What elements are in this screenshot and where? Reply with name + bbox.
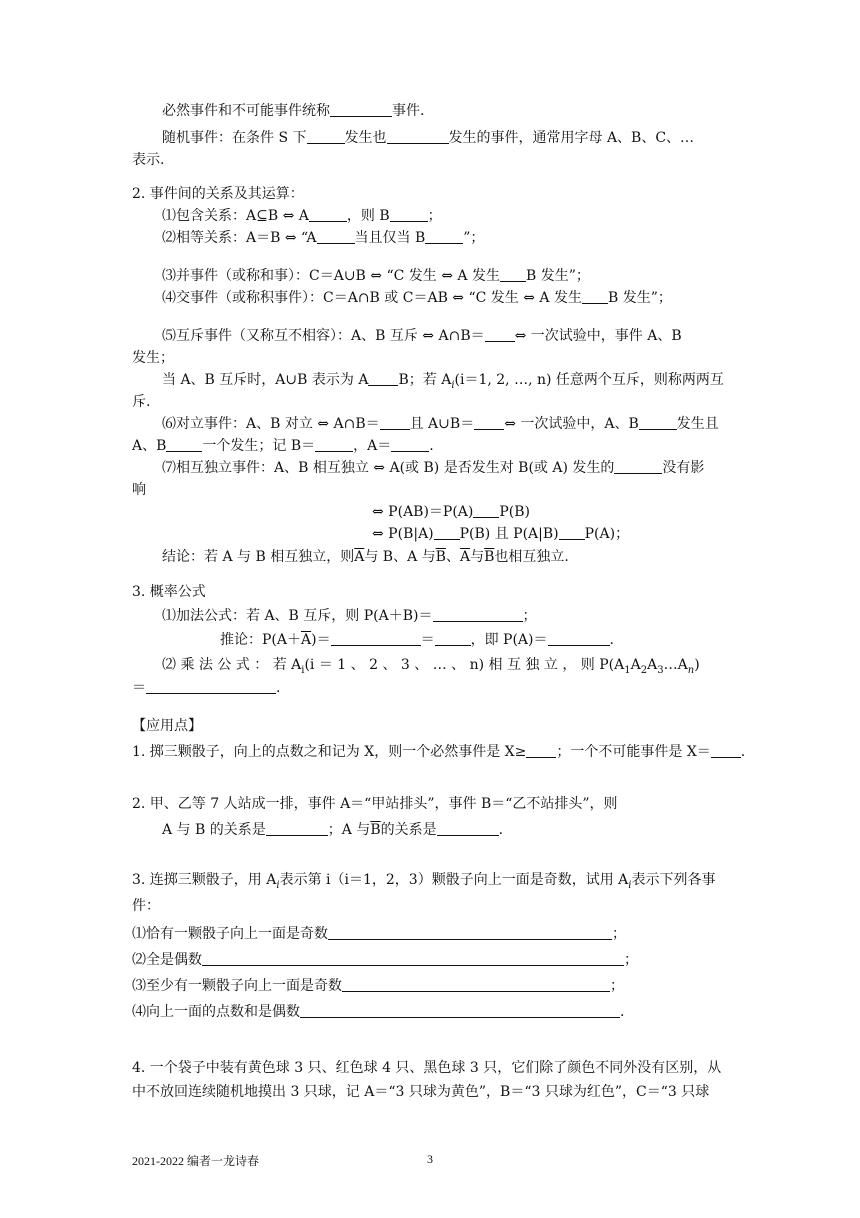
- addition-formula: ⑴加法公式：若 A、B 互斥，则 P(A＋B)＝ ；: [162, 608, 537, 624]
- blank: [473, 503, 499, 518]
- question-2-cont: A 与 B 的关系是 ；A 与$\overline{B}$的关系是 .: [162, 822, 504, 838]
- mutually-exclusive-note-cont: 斥.: [132, 394, 151, 410]
- independence-conclusion: 结论：若 A 与 B 相互独立，则$\overline{A}$与 B、A 与$\overline{B}$、$\overline{A}$与$\overline{B}$也相互独立.: [162, 549, 569, 565]
- relation-independent: ⑺相互独立事件：A、B 相互独立 ⇔ A(或 B) 是否发生对 B(或 A) 发生的 没有影: [162, 460, 705, 476]
- mutually-exclusive-note: 当 A、B 互斥时，A∪B 表示为 A B；若 $A_i(i=1$, 2, …, n) 任意两个互斥，则称两两互: [162, 372, 724, 391]
- blank: [425, 229, 463, 244]
- question-4-cont: 中不放回连续随机地摸出 3 只球，记 A＝“3 只球为黄色”，B＝“3 只球为红色”，C＝“3 只球: [132, 1084, 710, 1100]
- blank: [307, 129, 345, 144]
- relation-mutually-exclusive: ⑸互斥事件（又称互不相容）：A、B 互斥 ⇔ A∩B＝ ⇔ 一次试验中，事件 A、B: [162, 328, 682, 344]
- question-1: 1. 掷三颗骰子，向上的点数之和记为 X，则一个必然事件是 X≥ ；一个不可能事件是 X＝ .: [132, 744, 746, 760]
- blank: [639, 415, 677, 430]
- answer-line: [300, 1003, 620, 1018]
- blank: [317, 229, 355, 244]
- multiplication-formula-cont: ＝ .: [132, 680, 281, 696]
- relation-mutually-exclusive-cont: 发生；: [132, 350, 174, 366]
- question-3: 3. 连掷三颗骰子，用 $A_i$表示第 i（i＝1，2，3）颗骰子向上一面是奇数，试用 $A_i$表示下列各事: [132, 872, 716, 891]
- blank: [166, 437, 202, 452]
- blank: [387, 129, 449, 144]
- section-heading-2: 2. 事件间的关系及其运算：: [132, 186, 304, 202]
- question-3-part-1: ⑴恰有一颗骰子向上一面是奇数 ；: [132, 926, 626, 942]
- question-2: 2. 甲、乙等 7 人站成一排，事件 A＝“甲站排头”，事件 B＝“乙不站排头”，则: [132, 796, 618, 812]
- blank: [485, 327, 515, 342]
- answer-line: [202, 951, 624, 966]
- blank: [331, 631, 421, 646]
- blank: [391, 437, 429, 452]
- application-heading: 【应用点】: [132, 718, 202, 734]
- blank: [526, 743, 556, 758]
- relation-union: ⑶并事件（或称和事）：C＝A∪B ⇔ “C 发生 ⇔ A 发生 B 发生”；: [162, 268, 590, 284]
- blank: [614, 459, 662, 474]
- line-2: 随机事件：在条件 S 下 发生也 发生的事件，通常用字母 A、B、C、…: [162, 130, 695, 146]
- blank: [500, 267, 526, 282]
- addition-corollary: 推论：$P(A+\overline{A})=$ ＝ ，即 P(A)＝ .: [220, 632, 614, 648]
- question-3-cont: 件：: [132, 898, 160, 914]
- line-3: 表示.: [132, 152, 165, 168]
- relation-complementary: ⑹对立事件：A、B 对立 ⇔ A∩B＝ 且 A∪B＝ ⇔ 一次试验中，A、B 发生且: [162, 416, 719, 432]
- footer-left: 2021-2022 编者一龙诗春: [132, 1154, 259, 1168]
- relation-independent-cont: 响: [132, 482, 146, 498]
- blank: [437, 821, 499, 836]
- blank: [711, 743, 741, 758]
- answer-line: [328, 925, 612, 940]
- question-4: 4. 一个袋子中装有黄色球 3 只、红色球 4 只、黑色球 3 只，它们除了颜色不同外没有区别，从: [132, 1060, 722, 1076]
- blank: [315, 437, 353, 452]
- relation-intersection: ⑷交事件（或称积事件）：C＝A∩B 或 C＝AB ⇔ “C 发生 ⇔ A 发生 B 发生”；: [162, 290, 672, 306]
- blank: [380, 415, 410, 430]
- section-heading-3: 3. 概率公式: [132, 584, 206, 600]
- relation-equality: ⑵相等关系：A＝B ⇔ “A 当且仅当 B ”；: [162, 230, 485, 246]
- blank: [435, 631, 471, 646]
- question-3-part-3: ⑶至少有一颗骰子向上一面是奇数 ；: [132, 978, 624, 994]
- blank: [433, 607, 523, 622]
- blank: [309, 207, 347, 222]
- blank: [548, 631, 610, 646]
- question-3-part-4: ⑷向上一面的点数和是偶数 .: [132, 1004, 625, 1020]
- blank: [559, 525, 585, 540]
- blank: [582, 289, 608, 304]
- independence-formula-2: ⇔ P(B|A) P(B) 且 P(A|B) P(A)；: [372, 526, 630, 542]
- answer-line: [342, 977, 610, 992]
- blank: [474, 415, 504, 430]
- blank: [434, 525, 460, 540]
- multiplication-formula: ⑵ 乘 法 公 式 ： 若 $A_i(i = 1$ 、 2 、 3 、 … 、 n) 相 互 独 立 ， 则 $P(A_1A_2A_3\dots A_n)$: [162, 657, 700, 676]
- page-number: 3: [427, 1152, 433, 1166]
- blank: [390, 207, 428, 222]
- blank: [266, 821, 328, 836]
- relation-inclusion: ⑴包含关系：A⊆B ⇔ A ，则 B ；: [162, 208, 442, 224]
- blank: [330, 102, 392, 117]
- independence-formula-1: ⇔ P(AB)＝P(A) P(B): [372, 504, 531, 520]
- question-3-part-2: ⑵全是偶数 ；: [132, 952, 638, 968]
- blank: [146, 679, 276, 694]
- line-1: 必然事件和不可能事件统称 事件.: [162, 103, 425, 119]
- blank: [368, 371, 398, 386]
- relation-complementary-cont: A、B 一个发生；记 B＝ ，A＝ .: [132, 438, 434, 454]
